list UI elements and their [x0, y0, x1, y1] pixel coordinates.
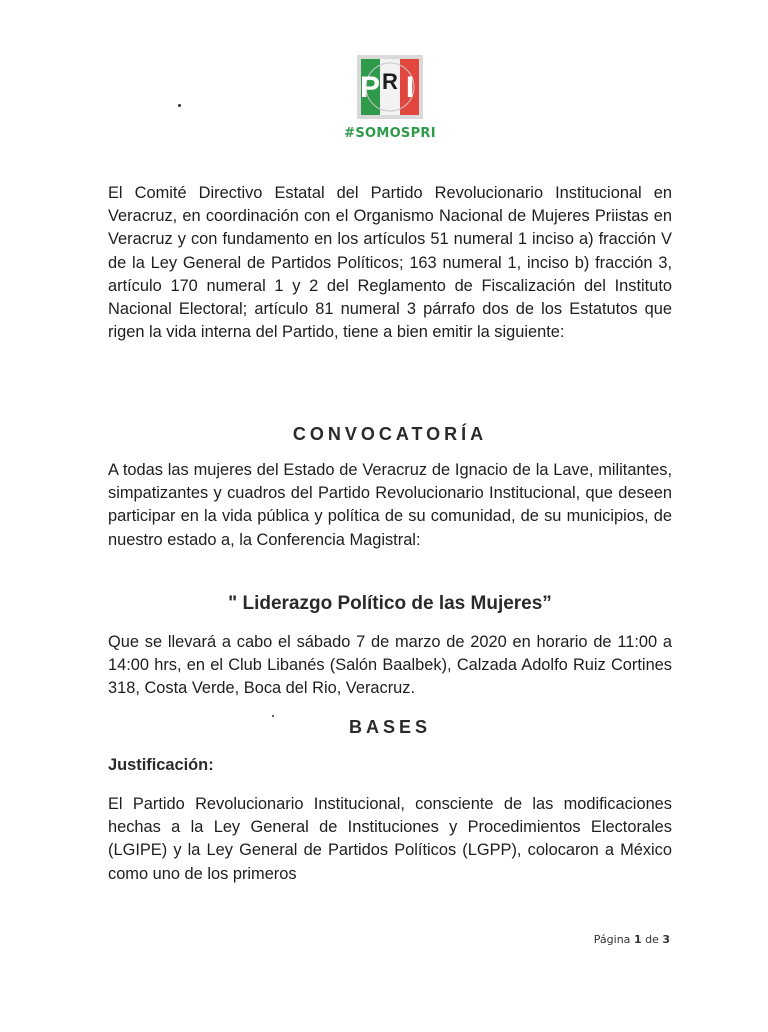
scan-speck [178, 104, 181, 107]
pri-logo [357, 55, 423, 119]
intro-paragraph: El Comité Directivo Estatal del Partido Revolucionario Institucional en Veracruz, en coordinación con el Organismo Nacional de Mujeres Priistas en Veracruz y con fundamento en los artículos 51 numeral 1 inciso a) fracción V de la Ley General de Partidos Políticos; 163 numeral 1, inciso b) fracción 3, artículo 170 numeral 1 y 2 del Reglamento de Fiscalización del Instituto Nacional Electoral; artículo 81 numeral 3 párrafo dos de los Estatutos que rigen la vida interna del Partido, tiene a bien emitir la siguiente: [108, 184, 672, 342]
page-label: Página [593, 933, 631, 946]
bases-heading: BASES [348, 717, 431, 737]
convocatoria-heading: CONVOCATORÍA [292, 424, 488, 444]
total-pages: 3 [662, 933, 670, 946]
page-footer [594, 933, 670, 946]
logo-letter-p: P [359, 71, 381, 104]
logo-letter-i: I [405, 71, 415, 104]
page-number: 1 [633, 933, 642, 946]
of-label: de [645, 933, 659, 946]
logo-letter-r: R [382, 69, 398, 94]
event-details-paragraph: Que se llevará a cabo el sábado 7 de marzo de 2020 en horario de 11:00 a 14:00 hrs, en el Club Libanés (Salón Baalbek), Calzada Adolfo Ruiz Cortines 318, Costa Verde, Boca del Rio, Veracruz. [108, 633, 672, 698]
hashtag-label: #SOMOSPRI [344, 126, 436, 141]
conference-title: " Liderazgo Político de las Mujeres” [228, 593, 552, 614]
justification-title: Justificación: [108, 756, 214, 774]
invitation-paragraph: A todas las mujeres del Estado de Veracruz de Ignacio de la Lave, militantes, simpatizantes y cuadros del Partido Revolucionario Institucional, que deseen participar en la vida pública y política de su comunidad, de su municipios, de nuestro estado a, la Conferencia Magistral: [108, 461, 672, 549]
justification-paragraph: El Partido Revolucionario Institucional, consciente de las modificaciones hechas a la Ley General de Instituciones y Procedimientos Electorales (LGIPE) y la Ley General de Partidos Políticos (LGPP), colocaron a México como uno de los primeros [108, 795, 672, 883]
